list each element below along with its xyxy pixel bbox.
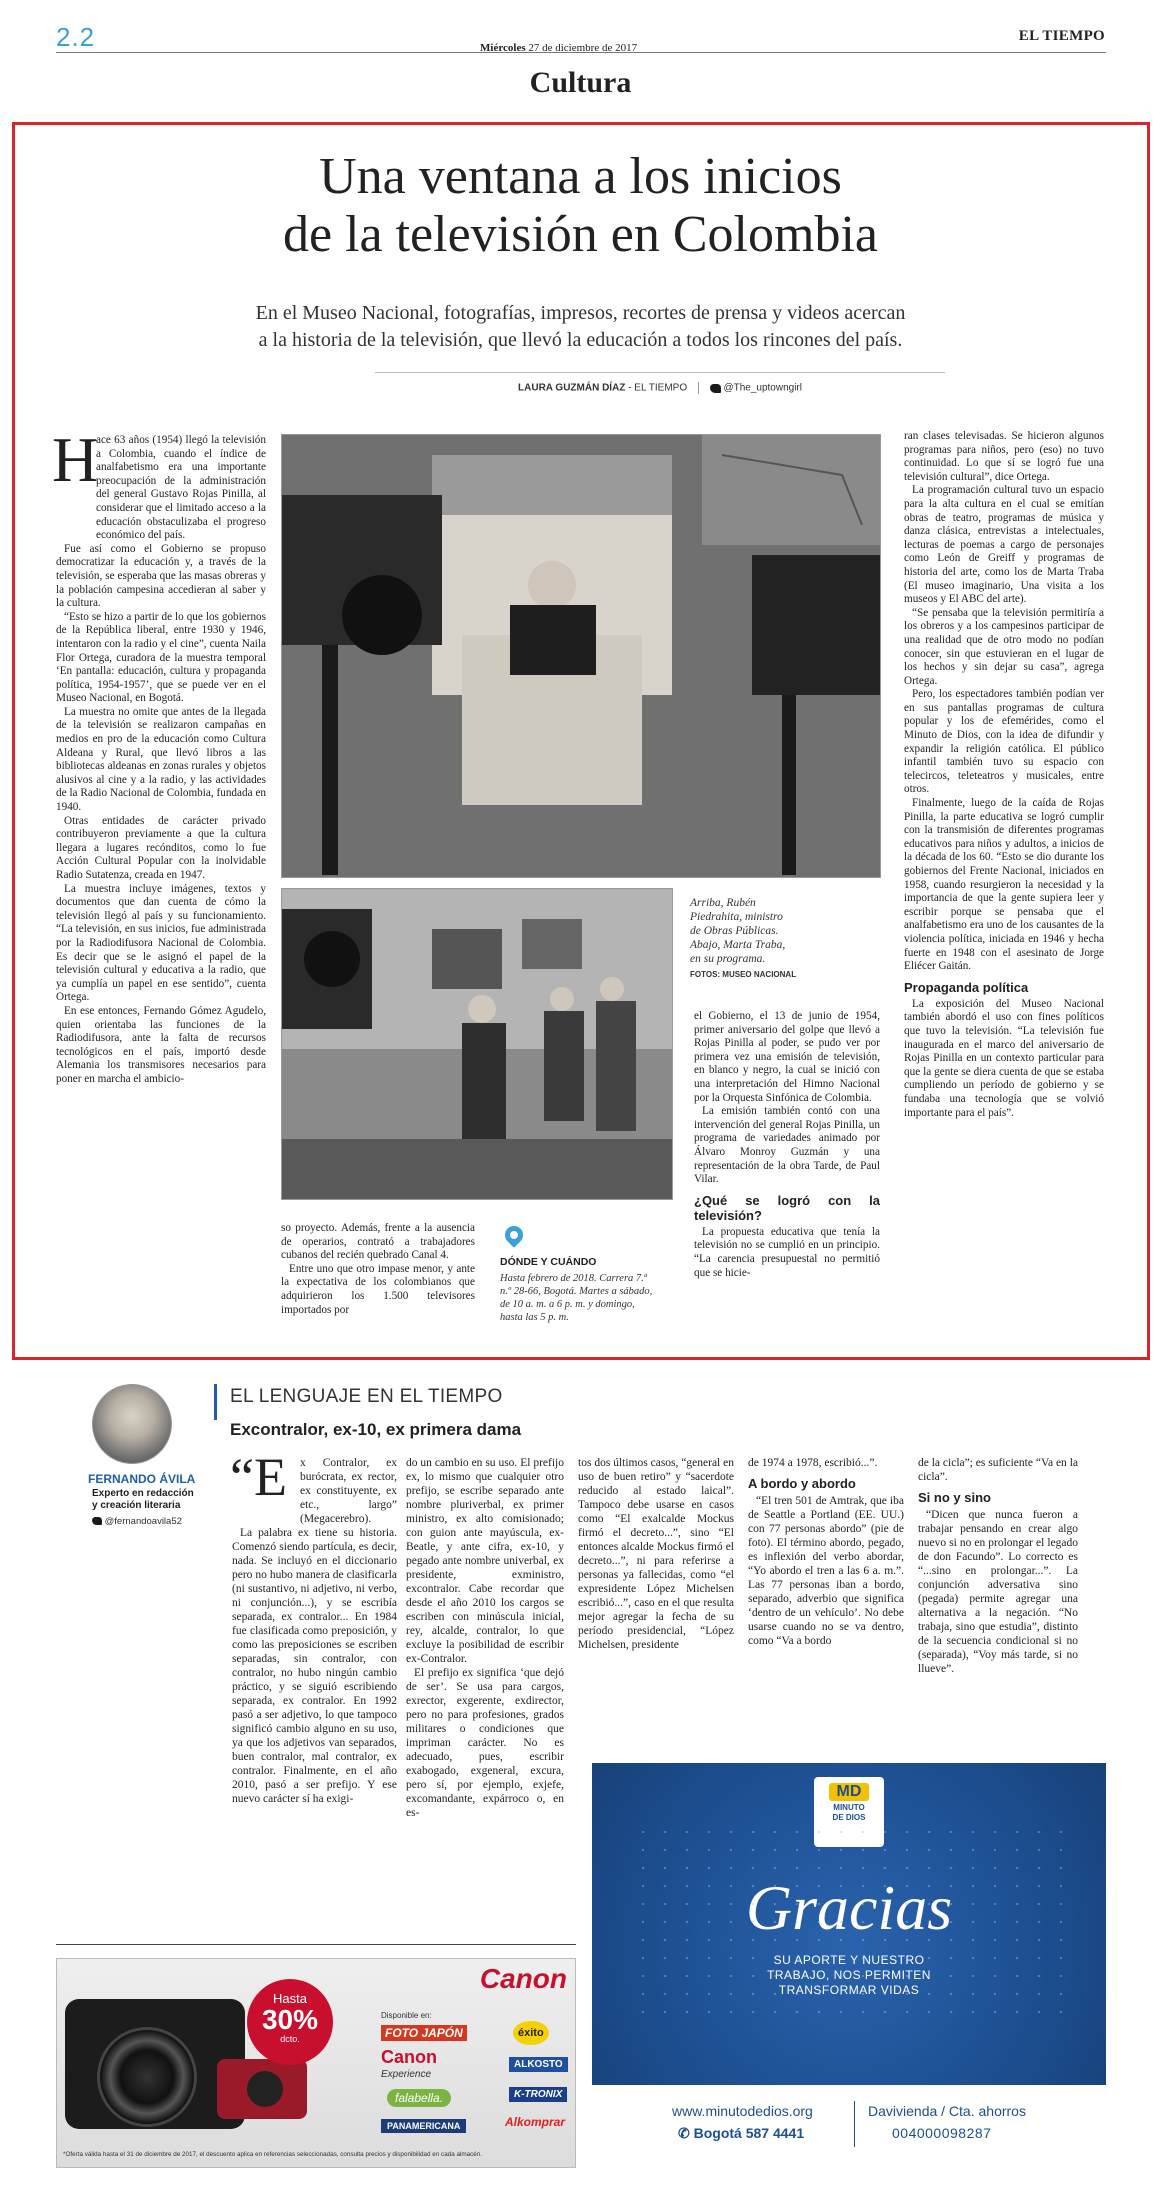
paragraph: La propuesta educativa que tenía la televisión no se cumplió en un principio. “La carencia presupuestal no permitió que se hicie- <box>694 1225 880 1279</box>
md-logo-line1: MINUTO <box>833 1803 865 1812</box>
store-canon-sub: Experience <box>381 2069 432 2080</box>
paragraph: “Se pensaba que la televisión permitiría a los obreros y a los campesinos participar de una realidad que de otro modo no podían conocer, sin que estuvieran en el lugar de los hechos y sin dejar su casa”, agrega Ortega. <box>904 606 1104 687</box>
article-column-1 <box>56 434 266 1087</box>
column-c2 <box>406 1456 564 1820</box>
promo-line1: Hasta <box>273 1991 307 2006</box>
caption-line: de Obras Públicas. <box>690 925 779 937</box>
author-twitter[interactable]: @The_uptowngirl <box>723 382 802 394</box>
dateline-day: Miércoles <box>480 42 526 54</box>
article-title-line1: Una ventana a los inicios <box>319 148 842 205</box>
md-logo-letters: MD <box>829 1783 869 1801</box>
canon-logo: Canon <box>479 1963 567 1994</box>
subheading: Si no y sino <box>918 1490 991 1505</box>
column-author-role <box>92 1488 194 1512</box>
photo-studio <box>281 434 881 878</box>
md-logo-line2: DE DIOS <box>832 1813 866 1822</box>
column-c3 <box>578 1456 734 1652</box>
author-outlet: - EL TIEMPO <box>625 382 688 394</box>
paragraph: La emisión también contó con una intervención del general Rojas Pinilla, un programa de variedades animado por Álvaro Monroy Guzmán y una representación de la obra Tarde, de Paul Vilar. <box>694 1105 880 1186</box>
paragraph: Finalmente, luego de la caída de Rojas Pinilla, la parte educativa se logró cumplir con la transmisión de diferentes programas educativos para niños y adultos, a inicios de la década de los 60. “Esto se dio durante los gobiernos del Frente Nacional, iniciados en 1958, cuando resurgieron la necesidad y la importancia de que la gente supiera leer y escribir porque se pensaba que el analfabetismo era uno de los causantes de la violencia política, iniciada en 1946 y hecha fuerte en 1948 con el asesinato de Jorge Eliécer Gaitán. <box>904 797 1104 973</box>
paragraph: Pero, los espectadores también podían ver en sus pantallas programas de cultura popular y los de efemérides, como el Minuto de Dios, con la idea de difundir y expandir la religión católica. El público infantil también tuvo su espacio con telecircos, teleteatros y musicales, entre otros. <box>904 688 1104 796</box>
tagline-line: SU APORTE Y NUESTRO <box>773 1953 925 1967</box>
paragraph: “Dicen que nunca fueron a trabajar pensando en crear algo nuevo si no en prolongar el legado de don Facundo”. Lo correcto es “...sino en prolongar...”. La conjunción adversativa sino (pegada) permite agregar una alternativa a la negación. “No trabaja, sino que estudia”, distinto de la secuencia condicional si no (separada), “Voy más tarde, si no llueve”. <box>918 1509 1078 1675</box>
paragraph: Otras entidades de carácter privado contribuyeron previamente a que la cultura llegara a lugares recónditos, como lo fue Acción Cultural Popular con la inolvidable Radio Sutatenza, creada en 1947. <box>56 814 266 881</box>
store-alkosto: ALKOSTO <box>509 2057 568 2072</box>
paragraph: tos dos últimos casos, “general en uso de buen retiro” y “sacerdote reducido al estado laical”. Tampoco debe usarse en casos como “El exalcalde Mockus firmó el decreto...”, sino “El entonces alcalde Mockus firmó el decreto...”, ni para referirse a personas ya fallecidas, como “el expresidente López Michelsen escribió...”, caso en el que resulta mejor agregar la fecha de su período presidencial, “López Michelsen, presidente <box>578 1457 734 1651</box>
byline <box>375 382 945 394</box>
twitter-icon <box>710 384 721 393</box>
tagline-line: TRANSFORMAR VIDAS <box>778 1983 920 1997</box>
column-c1 <box>232 1456 397 1806</box>
paragraph: La palabra ex tiene su historia. Comenzó siendo partícula, es decir, nada. Se incluyó en el diccionario pero no hubo manera de clasificarla (ni sustantivo, ni adjetivo, ni verbo, ni conjunción...), y se escribía separada, ex contralor... En 1984 fue clasificada como preposición, y como las preposiciones se escriben separadas, sin contralor, con contralor, no hubo ningún cambio práctico, y se siguió escribiendo separada, ex contralor. En 1992 pasó a ser adjetivo, lo que tampoco significó cambio alguno en su uso, ya que los adjetivos van separados, buen contralor, mal contralor, ex contralor. Finalmente, en el año 2010, pasó a ser prefijo. Y ese nuevo carácter sí ha exigi- <box>232 1527 397 1805</box>
caption-line: Abajo, Marta Traba, <box>690 939 786 951</box>
paragraph: x Contralor, ex burócrata, ex rector, ex constituyente, ex etc., largo” (Megacerebro). <box>300 1457 397 1525</box>
column-dropcap: “E <box>230 1447 287 1507</box>
author-avatar <box>92 1384 172 1464</box>
column-kicker: EL LENGUAJE EN EL TIEMPO <box>230 1386 503 1407</box>
paragraph: el Gobierno, el 13 de junio de 1954, primer aniversario del golpe que llevó a Rojas Pinilla al poder, se pudo ver por primera vez una emisión de televisión, en blanco y negro, la cual se inició con una interpretación del Himno Nacional por la Orquesta Sinfónica de Colombia. <box>694 1010 880 1104</box>
caption-line: en su programa. <box>690 953 766 965</box>
column-twitter-handle[interactable]: @fernandoavila52 <box>104 1516 182 1527</box>
tagline-line: TRABAJO, NOS PERMITEN <box>767 1968 931 1982</box>
paragraph: so proyecto. Además, frente a la ausencia de operarios, contrató a trabajadores cubanos del recién quebrado Canal 4. <box>281 1222 475 1262</box>
camera-lens-icon <box>97 2027 197 2127</box>
article-title <box>0 148 1161 264</box>
article-subtitle-line1: En el Museo Nacional, fotografías, impresos, recortes de prensa y videos acercan <box>255 302 906 324</box>
article-column-4 <box>904 430 1104 1120</box>
minuto-de-dios-ad[interactable] <box>592 1763 1106 2168</box>
store-ktronix: K-TRONIX <box>509 2087 567 2102</box>
paragraph: La exposición del Museo Nacional también abordó el uso con fines políticos que tuvo la televisión. “La televisión fue inaugurada en el marco del aniversario de Rojas Pinilla en un contexto particular para que la gente se diera cuenta de que se estaba cumpliendo un período de gobierno y se fundaba una tecnología que se volvió importante para el país”. <box>904 997 1104 1119</box>
role-line: Experto en redacción <box>92 1488 194 1499</box>
article-column-3 <box>694 1010 880 1280</box>
promo-value: 30% <box>261 2004 319 2035</box>
column-author-name: FERNANDO ÁVILA <box>88 1472 196 1486</box>
dateline <box>480 42 637 54</box>
page-number: 2.2 <box>56 22 96 52</box>
canon-ad[interactable] <box>56 1958 576 2168</box>
where-when-text: Hasta febrero de 2018. Carrera 7.ª n.º 28-66, Bogotá. Martes a sábado, de 10 a. m. a 6 p. m. y domingo, hasta las 5 p. m. <box>500 1273 653 1323</box>
dropcap: H <box>52 424 99 495</box>
paragraph: “El tren 501 de Amtrak, que iba de Seattle a Portland (EE. UU.) con 77 personas abordo” (pie de foto). El término abordo, pegado, es inflexión del verbo abordar, “Yo abordo el tren a las 6 a. m.”. Las 77 personas iban a bordo, separado, adverbio que significa ‘dentro de un vehículo’. No debe usarse cuando no se va dentro, como “Va a bordo <box>748 1495 904 1647</box>
column-c5 <box>918 1456 1078 1676</box>
available-label: Disponible en: <box>381 2011 432 2020</box>
store-exito: éxito <box>513 2021 549 2045</box>
paragraph: La muestra incluye imágenes, textos y documentos que dan cuenta de cómo la televisión llegó al país y su funcionamiento. “La televisión, en sus inicios, fue administrada por la Radiodifusora Nacional de Colombia. Es decir que se le asignó el papel de la televisión cultural y educativa a la radio, que ya cumplía un papel en ese sentido”, cuenta Ortega. <box>56 882 266 1004</box>
article-column-2 <box>281 1222 475 1317</box>
paragraph: ace 63 años (1954) llegó la televisión a Colombia, cuando el índice de analfabetismo era una importante preocupación de la administración del general Gustavo Rojas Pinilla, al considerar que el limitado acceso a la educación obstaculizaba el progreso económico del país. <box>96 434 266 542</box>
snowflake-decoration <box>632 1823 1072 2023</box>
ad-bank: Davivienda / Cta. ahorros <box>868 2103 1026 2119</box>
column-title: Excontralor, ex-10, ex primera dama <box>230 1420 522 1439</box>
paragraph: “Esto se hizo a partir de lo que los gobiernos de la República liberal, entre 1930 y 1946, intentaron con la radio y el cine”, cuenta Naila Flor Ortega, curadora de la muestra temporal ‘En pantalla: educación, cultura y propaganda política, 1954-1957’, que se puede ver en el Museo Nacional, en Bogotá. <box>56 610 266 705</box>
role-line: y creación literaria <box>92 1500 181 1511</box>
promo-line3: dcto. <box>280 2034 300 2044</box>
article-title-line2: de la televisión en Colombia <box>283 206 878 263</box>
paragraph: La muestra no omite que antes de la llegada de la televisión se realizaron campañas en medios en pro de la educación como Cultura Aldeana y Rural, que llevó libros a las bibliotecas aldeanas en zonas rurales y objetos alusivos al cine y a la radio, y las actividades de la Radio Nacional de Colombia, fundada en 1940. <box>56 705 266 814</box>
section-title: Cultura <box>529 66 632 99</box>
author-name: LAURA GUZMÁN DÍAZ <box>518 382 626 394</box>
column-c4 <box>748 1456 904 1648</box>
paragraph: ran clases televisadas. Se hicieron algunos programas para niños, pero (eso) no tuvo continuidad. Lo que sí se logró fue una televisión cultural”, dice Ortega. <box>904 430 1104 483</box>
ad-phone <box>678 2125 804 2142</box>
gracias-headline: Gracias <box>745 1872 953 1943</box>
paragraph: de 1974 a 1978, escribió...”. <box>748 1457 878 1469</box>
photo-marta-traba <box>281 888 673 1200</box>
store-canon: Canon <box>381 2047 437 2067</box>
paragraph: La programación cultural tuvo un espacio para la alta cultura en el cual se emitían obras de teatro, programas de música y danza clásica, entrevistas a intelectuales, lecturas de poemas a cargo de personajes como León de Greiff y programas de historia del arte, como los de Marta Traba (El museo imaginario, Una visita a los museos y El ABC del arte). <box>904 484 1104 606</box>
ad-disclaimer: *Oferta válida hasta el 31 de diciembre de 2017, el descuento aplica en referencias seleccionadas, consulta precios y disponibilidad en cada almacén. <box>63 2151 483 2158</box>
article-subtitle-line2: a la historia de la televisión, que llevó la educación a todos los rincones del país. <box>258 329 903 351</box>
subheading: Propaganda política <box>904 979 1029 995</box>
ad-account: 004000098287 <box>892 2125 992 2141</box>
store-alkomprar: Alkomprar <box>505 2115 566 2129</box>
paragraph: Fue así como el Gobierno se propuso democratizar la educación y, a través de la televisión, se esperaba que las masas obreras y la población campesina accedieran al saber y la cultura. <box>56 542 266 610</box>
where-when-title: DÓNDE Y CUÁNDO <box>500 1256 597 1268</box>
photo-marta-traba-art <box>282 889 673 1200</box>
caption-line: Arriba, Rubén <box>690 897 756 909</box>
paragraph: Entre uno que otro impase menor, y ante la expectativa de los colombianos que adquirieron los 1.500 televisores importados por <box>281 1262 475 1316</box>
photo-caption <box>690 896 880 982</box>
subheading: ¿Qué se logró con la televisión? <box>694 1192 880 1223</box>
photo-studio-art <box>282 435 881 878</box>
dateline-date: 27 de diciembre de 2017 <box>528 42 638 54</box>
store-falabella: falabella. <box>387 2089 451 2107</box>
caption-line: Piedrahita, ministro <box>690 911 783 923</box>
paragraph: El prefijo ex significa ‘que dejó de ser’. Se usa para cargos, exrector, exgerente, exdirector, pero no para profesiones, grados militares o condiciones que impriman carácter. No es adecuado, pues, escribir exabogado, exgeneral, excura, pero sí, por ejemplo, exjefe, excomandante, expárroco o, en es- <box>406 1667 564 1819</box>
store-foto-japon: FOTO JAPÓN <box>381 2025 467 2041</box>
ad-footer-band <box>592 2085 1106 2168</box>
subheading: A bordo y abordo <box>748 1476 856 1491</box>
photo-credit: FOTOS: MUSEO NACIONAL <box>690 970 797 979</box>
column-author-twitter[interactable] <box>92 1516 182 1527</box>
promo-badge <box>247 1979 333 2065</box>
paragraph: de la cicla”; es suficiente “Va en la cicla”. <box>918 1457 1078 1483</box>
ad-website[interactable]: www.minutodedios.org <box>672 2103 813 2119</box>
article-subtitle <box>0 300 1161 354</box>
phone-number: Bogotá 587 4441 <box>693 2125 805 2141</box>
store-panamericana: PANAMERICANA <box>381 2119 466 2133</box>
brand-logo: EL TIEMPO <box>1018 28 1105 44</box>
phone-icon: ✆ <box>678 2125 690 2141</box>
twitter-icon <box>92 1517 102 1525</box>
paragraph: do un cambio en su uso. El prefijo ex, lo mismo que cualquier otro prefijo, se escribe separado ante nombre pluriverbal, ex primer ministro, ex alto comisionado; con guion ante mayúscula, ex-Beatle, y ante cifra, ex-10, y pegado ante nombre univerbal, ex presidente, exministro, excontralor. Cabe recordar que desde el año 2010 los cargos se escriben con minúscula inicial, rey, alcalde, contralor, lo que excluye la posibilidad de escribir ex-Contralor. <box>406 1457 564 1665</box>
paragraph: En ese entonces, Fernando Gómez Agudelo, quien orientaba las funciones de la Radiodifusora, ante la falta de recursos tecnológicos en el país, importó desde Alemania los transmisores necesarios para poner en marcha el ambicio- <box>56 1004 266 1085</box>
